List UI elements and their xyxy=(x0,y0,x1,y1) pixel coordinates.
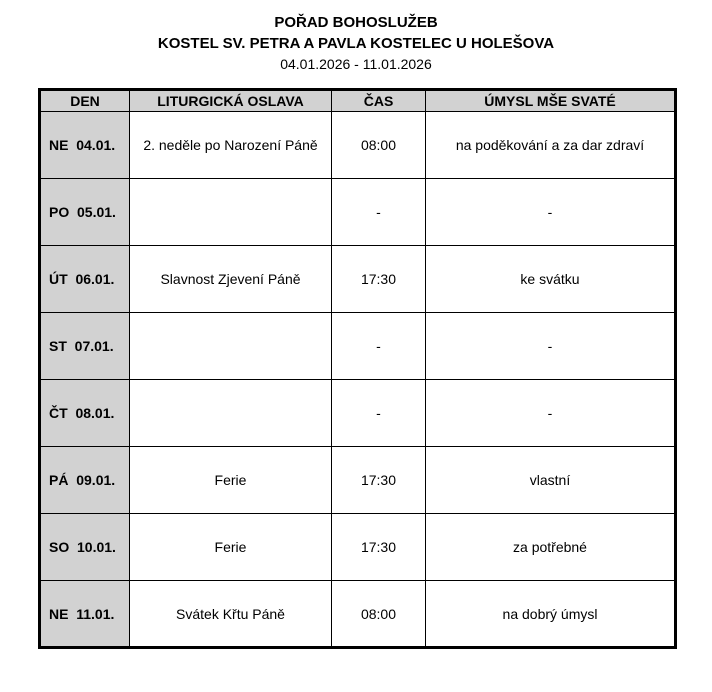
column-header-cas: ČAS xyxy=(332,90,426,112)
day-cell: ÚT 06.01. xyxy=(40,246,130,313)
table-row xyxy=(40,514,676,581)
table-header-row xyxy=(40,90,676,112)
time-cell: 08:00 xyxy=(332,581,426,648)
day-cell: SO 10.01. xyxy=(40,514,130,581)
table-row xyxy=(40,447,676,514)
document-header xyxy=(0,0,712,74)
celebration-cell: Ferie xyxy=(130,447,332,514)
table-row xyxy=(40,179,676,246)
table-row xyxy=(40,313,676,380)
time-cell: - xyxy=(332,179,426,246)
time-cell: - xyxy=(332,380,426,447)
schedule-table xyxy=(38,88,677,649)
day-cell: ČT 08.01. xyxy=(40,380,130,447)
intention-cell: za potřebné xyxy=(426,514,676,581)
intention-cell: na poděkování a za dar zdraví xyxy=(426,112,676,179)
time-cell: 17:30 xyxy=(332,447,426,514)
column-header-den: DEN xyxy=(40,90,130,112)
celebration-cell xyxy=(130,380,332,447)
celebration-cell: Ferie xyxy=(130,514,332,581)
intention-cell: ke svátku xyxy=(426,246,676,313)
day-cell: ST 07.01. xyxy=(40,313,130,380)
table-row xyxy=(40,246,676,313)
celebration-cell xyxy=(130,313,332,380)
time-cell: 08:00 xyxy=(332,112,426,179)
date-range: 04.01.2026 - 11.01.2026 xyxy=(280,56,432,72)
time-cell: 17:30 xyxy=(332,246,426,313)
time-cell: - xyxy=(332,313,426,380)
column-header-liturgicka-oslava: LITURGICKÁ OSLAVA xyxy=(130,90,332,112)
day-cell: NE 11.01. xyxy=(40,581,130,648)
celebration-cell: 2. neděle po Narození Páně xyxy=(130,112,332,179)
time-cell: 17:30 xyxy=(332,514,426,581)
column-header-umysl: ÚMYSL MŠE SVATÉ xyxy=(426,90,676,112)
day-cell: PO 05.01. xyxy=(40,179,130,246)
intention-cell: - xyxy=(426,179,676,246)
intention-cell: na dobrý úmysl xyxy=(426,581,676,648)
document-title: POŘAD BOHOSLUŽEB xyxy=(274,14,438,31)
celebration-cell xyxy=(130,179,332,246)
table-row xyxy=(40,112,676,179)
intention-cell: - xyxy=(426,380,676,447)
church-name: KOSTEL SV. PETRA A PAVLA KOSTELEC U HOLEŠOVA xyxy=(157,35,555,52)
intention-cell: - xyxy=(426,313,676,380)
table-row xyxy=(40,581,676,648)
table-row xyxy=(40,380,676,447)
intention-cell: vlastní xyxy=(426,447,676,514)
day-cell: PÁ 09.01. xyxy=(40,447,130,514)
celebration-cell: Slavnost Zjevení Páně xyxy=(130,246,332,313)
celebration-cell: Svátek Křtu Páně xyxy=(130,581,332,648)
day-cell: NE 04.01. xyxy=(40,112,130,179)
